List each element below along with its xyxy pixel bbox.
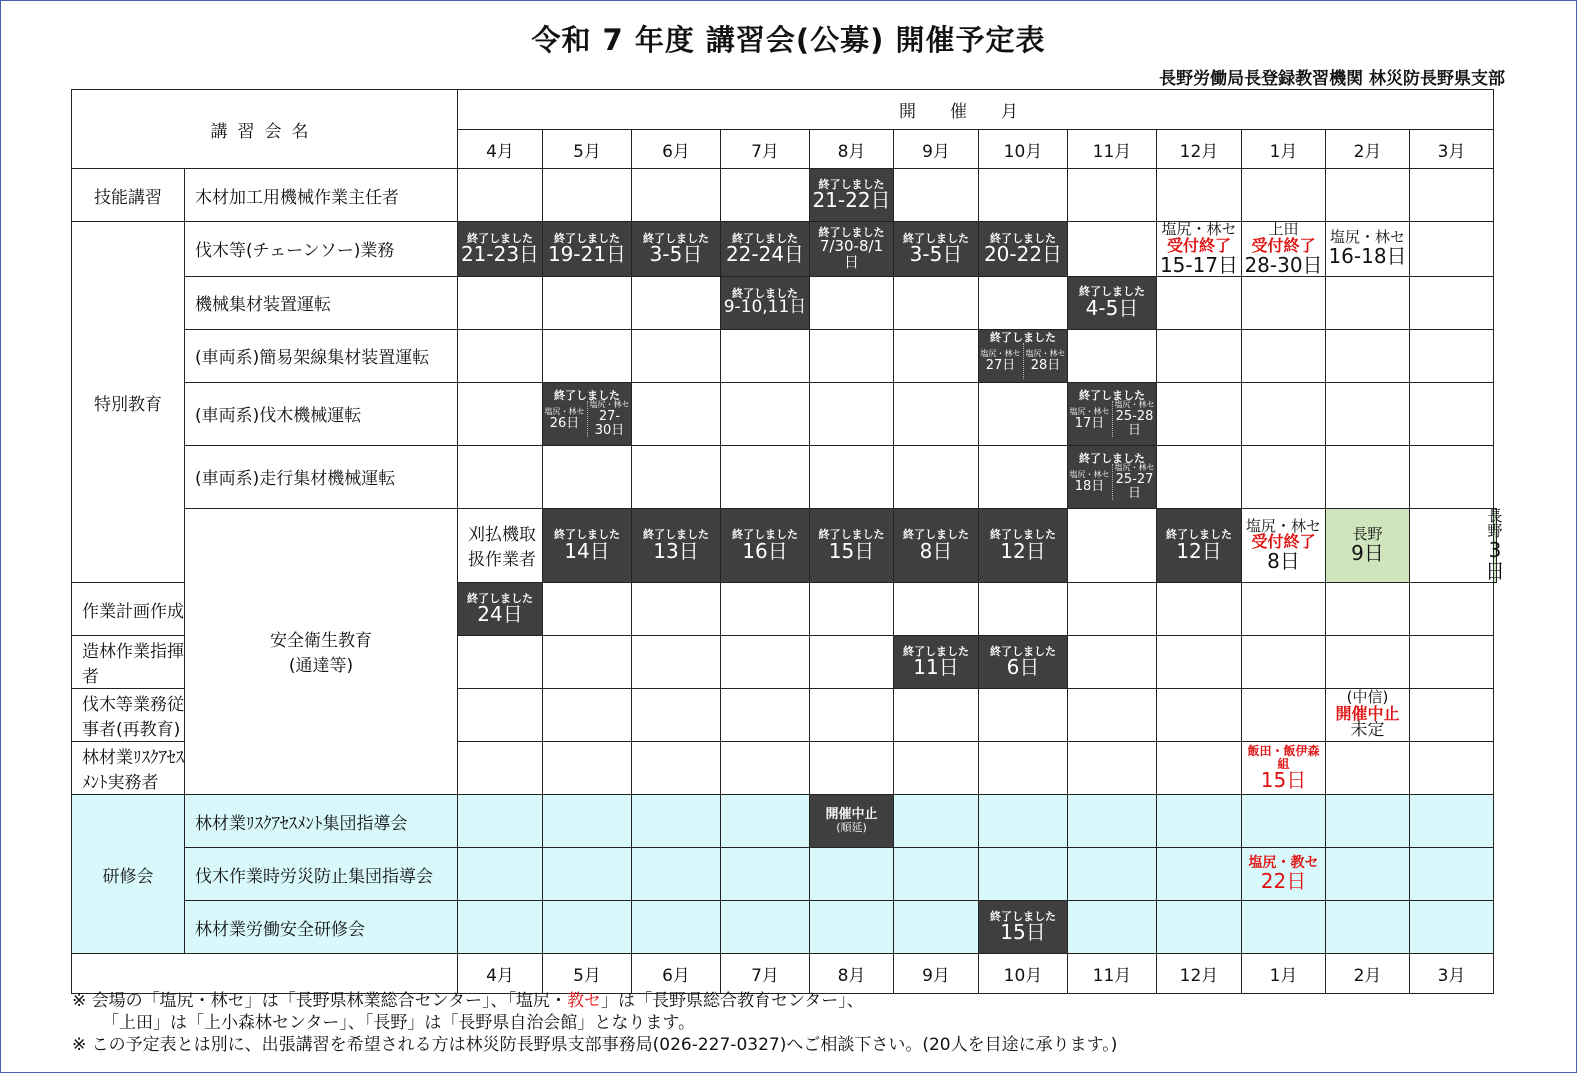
venue-label: 塩尻・林セ — [980, 349, 1021, 359]
session-date: 15日 — [1000, 920, 1046, 945]
session-date: 14日 — [564, 538, 610, 563]
schedule-cell — [1326, 508, 1410, 583]
session-date: 21-22日 — [812, 188, 891, 213]
note-line-1 — [72, 990, 1117, 1012]
status-badge: 受付終了 — [1251, 532, 1316, 552]
course-name: 林材業ﾘｽｸｱｾｽﾒﾝﾄ集団指導会 — [185, 795, 458, 848]
schedule-cell — [894, 508, 979, 583]
session-date: 18日 — [1074, 478, 1105, 494]
month-header: 8月 — [810, 130, 894, 169]
month-header: 4月 — [458, 130, 543, 169]
schedule-cell — [632, 508, 721, 583]
session-date: 9日 — [1351, 540, 1384, 565]
category-ginou: 技能講習 — [72, 169, 185, 222]
session-date: 11日 — [913, 655, 959, 680]
session-date: 7/30-8/1日 — [819, 236, 884, 271]
course-name: 林材業労働安全研修会 — [185, 901, 458, 954]
schedule-cell — [1485, 506, 1506, 584]
schedule-cell — [1242, 742, 1326, 795]
venue-label: 長野 — [1487, 506, 1503, 541]
kaisai-month-header: 開催月 — [458, 90, 1494, 130]
session-date: 16日 — [742, 538, 788, 563]
status-badge: 終了しました — [990, 909, 1056, 923]
schedule-cell — [1326, 222, 1410, 277]
session-date: 21-23日 — [460, 242, 540, 267]
session-date: 9-10,11日 — [723, 297, 807, 318]
schedule-cell — [721, 222, 810, 277]
course-name-header: 講習会名 — [72, 90, 458, 169]
month-footer: 3月 — [1410, 954, 1494, 994]
month-header: 5月 — [543, 130, 632, 169]
session-date: 25-27日 — [1115, 471, 1154, 501]
schedule-cell — [979, 222, 1068, 277]
category-anzen — [185, 508, 458, 795]
schedule-cell — [1242, 848, 1326, 901]
course-name: 伐木作業時労災防止集団指導会 — [185, 848, 458, 901]
status-badge: 終了しました — [818, 528, 885, 542]
status-badge: 終了しました — [467, 591, 533, 605]
status-badge: 終了しました — [732, 286, 798, 300]
venue-label: 塩尻・林セ — [1025, 349, 1066, 359]
schedule-cell — [458, 583, 543, 636]
venue-label: 塩尻・林セ — [1329, 228, 1405, 247]
course-name: (車両系)走行集材機械運転 — [185, 445, 458, 508]
course-name: 刈払機取扱作業者 — [458, 508, 543, 583]
schedule-cell — [632, 222, 721, 277]
session-date: 6日 — [1006, 655, 1040, 680]
note-line-3: ※ この予定表とは別に、出張講習を希望される方は林災防長野県支部事務局(026-227-0327)へご相談下さい。(20人を目途に承ります。) — [72, 1035, 1118, 1055]
month-footer: 4月 — [458, 954, 543, 994]
venue-label: 塩尻・林セ — [1069, 407, 1110, 417]
month-footer: 12月 — [1157, 954, 1242, 994]
status-badge: 受付終了 — [1166, 235, 1231, 255]
venue-label: 塩尻・林セ — [1114, 463, 1155, 473]
schedule-cell — [894, 636, 979, 689]
session-date: 3-5日 — [649, 242, 703, 267]
month-header: 3月 — [1410, 130, 1494, 169]
venue-label: 塩尻・林セ — [544, 407, 585, 417]
month-footer: 8月 — [810, 954, 894, 994]
venue-label: 飯田・飯伊森組 — [1247, 743, 1320, 771]
session-date: 28日 — [1030, 357, 1061, 373]
course-name: (車両系)簡易架線集材装置運転 — [185, 329, 458, 382]
venue-label: 上田 — [1268, 220, 1299, 238]
schedule-cell — [979, 901, 1068, 954]
status-badge: 終了しました — [903, 644, 969, 658]
status-badge: 終了しました — [903, 528, 969, 542]
month-header: 10月 — [979, 130, 1068, 169]
status-badge: 終了しました — [818, 177, 885, 191]
month-footer: 6月 — [632, 954, 721, 994]
course-name: (車両系)伐木機械運転 — [185, 382, 458, 445]
status-badge: 終了しました — [643, 231, 709, 245]
session-date: 12日 — [1000, 538, 1046, 563]
course-name: 機械集材装置運転 — [185, 276, 458, 329]
session-date: 20-22日 — [983, 242, 1063, 267]
course-name: 伐木等業務従事者(再教育) — [72, 689, 185, 742]
organization-name: 長野労働局長登録教習機関 林災防長野県支部 — [1159, 69, 1505, 89]
status-badge: 開催中止 — [1335, 703, 1400, 723]
status-badge: 終了しました — [554, 388, 620, 402]
session-date: 3-5日 — [909, 242, 963, 267]
session-date: 26日 — [549, 415, 580, 431]
status-badge: 終了しました — [990, 330, 1056, 344]
session-date: 22-24日 — [725, 242, 805, 267]
status-badge: 終了しました — [990, 528, 1056, 542]
session-date: 16-18日 — [1328, 244, 1407, 269]
month-header: 7月 — [721, 130, 810, 169]
month-header: 11月 — [1068, 130, 1157, 169]
status-badge: 終了しました — [1166, 528, 1232, 542]
category-kenshu: 研修会 — [72, 795, 185, 954]
session-date: 15日 — [1260, 768, 1307, 793]
course-name: 伐木等(チェーンソー)業務 — [185, 222, 458, 277]
schedule-table — [71, 89, 1506, 994]
status-badge: 終了しました — [732, 528, 798, 542]
status-badge: 終了しました — [1079, 388, 1145, 402]
schedule-cell — [810, 169, 894, 222]
venue-label: 塩尻・林セ — [1069, 470, 1110, 480]
status-badge: 終了しました — [990, 644, 1056, 658]
schedule-cell — [810, 222, 894, 277]
status-badge: 終了しました — [1079, 451, 1145, 465]
status-badge: 終了しました — [554, 231, 620, 245]
schedule-cell — [721, 276, 810, 329]
schedule-cell — [810, 508, 894, 583]
session-date: 27日 — [985, 357, 1016, 373]
month-footer: 11月 — [1068, 954, 1157, 994]
schedule-cell — [1068, 276, 1157, 329]
month-header: 6月 — [632, 130, 721, 169]
venue-label: 塩尻・林セ — [1161, 220, 1237, 238]
status-badge: 開催中止 — [825, 807, 878, 823]
schedule-cell — [1242, 222, 1326, 277]
venue-label: (中信) — [1346, 687, 1389, 706]
status-badge: 受付終了 — [1251, 235, 1316, 255]
status-badge: 終了しました — [903, 231, 969, 245]
month-footer: 9月 — [894, 954, 979, 994]
month-header: 12月 — [1157, 130, 1242, 169]
schedule-cell — [979, 508, 1068, 583]
session-date: 12日 — [1176, 538, 1222, 563]
schedule-cell — [810, 795, 894, 848]
note-text: 」は「長野県総合教育センター」、 — [600, 991, 864, 1011]
schedule-cell — [979, 329, 1068, 382]
status-badge: 終了しました — [818, 226, 885, 240]
venue-label: 塩尻・林セ — [589, 400, 630, 410]
month-header: 2月 — [1326, 130, 1410, 169]
schedule-cell — [721, 508, 810, 583]
category-tokubetsu: 特別教育 — [72, 222, 185, 583]
status-badge: 終了しました — [1079, 285, 1145, 299]
schedule-cell — [543, 508, 632, 583]
note-highlight: 教セ — [566, 991, 601, 1011]
session-date: 8日 — [919, 538, 953, 563]
session-date: 19-21日 — [547, 242, 627, 267]
session-date: 8日 — [1267, 549, 1300, 574]
session-date: 24日 — [477, 602, 523, 627]
session-date: 28-30日 — [1244, 252, 1323, 277]
schedule-cell — [1326, 689, 1410, 742]
schedule-cell — [1157, 222, 1242, 277]
course-name: 作業計画作成 — [72, 583, 185, 636]
session-date: 25-28日 — [1115, 408, 1154, 438]
venue-label: 塩尻・林セ — [1114, 400, 1155, 410]
session-date: 未定 — [1350, 720, 1385, 741]
venue-label: 塩尻・教セ — [1248, 855, 1319, 872]
status-badge: 終了しました — [732, 231, 798, 245]
note-line-2: 「上田」は「上小森林センター」、「長野」は「長野県自治会館」となります。 — [102, 1013, 695, 1033]
note-text: ※ 会場の「塩尻・林セ」は「長野県林業総合センター」、「塩尻・ — [72, 991, 567, 1011]
category-sublabel: (通達等) — [288, 656, 354, 677]
schedule-cell — [458, 222, 543, 277]
month-footer: 10月 — [979, 954, 1068, 994]
month-header: 9月 — [894, 130, 979, 169]
session-date: 4-5日 — [1085, 295, 1139, 320]
status-badge: 終了しました — [554, 528, 620, 542]
schedule-cell — [1068, 382, 1157, 445]
schedule-cell — [894, 222, 979, 277]
page-title: 令和 7 年度 講習会(公募) 開催予定表 — [531, 23, 1046, 57]
month-header: 1月 — [1242, 130, 1326, 169]
venue-label: 長野 — [1352, 524, 1383, 543]
schedule-cell — [543, 222, 632, 277]
session-date: 22日 — [1260, 868, 1307, 893]
status-badge: 終了しました — [643, 528, 709, 542]
session-date: 15-17日 — [1159, 252, 1239, 277]
course-name: 木材加工用機械作業主任者 — [185, 169, 458, 222]
session-date: 15日 — [828, 538, 875, 563]
session-date: 17日 — [1074, 415, 1105, 431]
schedule-cell — [979, 636, 1068, 689]
status-badge: 終了しました — [990, 231, 1056, 245]
schedule-cell — [1157, 508, 1242, 583]
session-date: 27-30日 — [594, 408, 625, 438]
course-name: 造林作業指揮者 — [72, 636, 185, 689]
schedule-cell — [1242, 508, 1326, 583]
status-note: (順延) — [836, 821, 867, 835]
month-footer: 1月 — [1242, 954, 1326, 994]
footnotes — [72, 990, 1117, 1056]
category-label: 安全衛生教育 — [270, 631, 372, 652]
month-footer: 2月 — [1326, 954, 1410, 994]
session-date: 3日 — [1485, 538, 1506, 584]
schedule-cell — [1068, 445, 1157, 508]
status-badge: 終了しました — [467, 231, 533, 245]
month-footer: 7月 — [721, 954, 810, 994]
month-footer: 5月 — [543, 954, 632, 994]
schedule-cell — [543, 382, 632, 445]
session-date: 13日 — [653, 538, 699, 563]
course-name: 林材業ﾘｽｸｱｾｽﾒﾝﾄ実務者 — [72, 742, 185, 795]
venue-label: 塩尻・林セ — [1245, 516, 1321, 535]
